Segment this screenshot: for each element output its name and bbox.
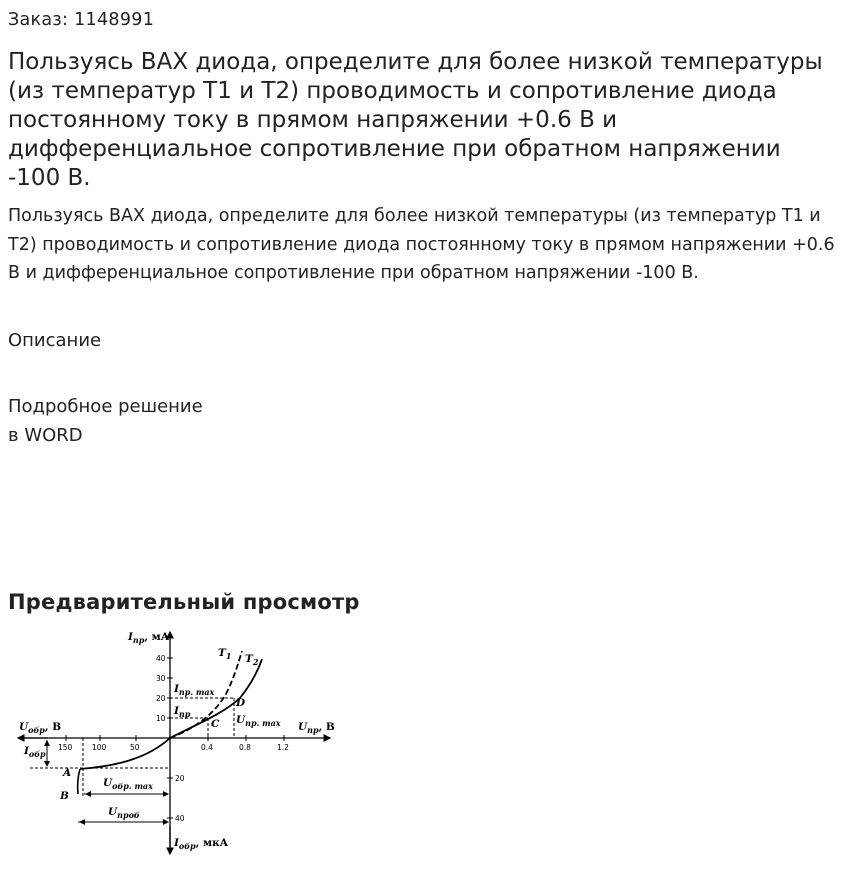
label-point-d: D [236,697,246,709]
label-i-pr: $I_{пр}$ [174,705,191,719]
label-point-a: A [63,767,72,779]
tick-x-50: 50 [130,743,140,752]
tick-y-20: 20 [156,694,166,703]
label-point-b: B [60,790,69,802]
label-u-obr-max: $U_{обр. max}$ [103,777,153,791]
tick-x-0.8: 0.8 [239,743,251,752]
solution-info [8,392,203,450]
tick-y-neg-40: 40 [175,814,185,823]
tick-x-1.2: 1.2 [277,743,289,752]
label-t1: $T_1$ [218,647,232,661]
diode-iv-characteristic-figure [8,626,348,856]
label-i-pr-axis: $I_{пр}$, мА [128,631,170,645]
label-u-pr-axis: $U_{пр}$, В [298,721,335,735]
label-i-obr: $I_{обр}$ [24,745,46,759]
preview-heading: Предварительный просмотр [8,590,360,614]
label-i-pr-max: $I_{пр. max}$ [174,683,215,697]
task-title: Пользуясь ВАХ диода, определите для более низкой температуры (из температур Т1 и Т2) проводимость и сопротивление диода постоянному току в прямом напряжении +0.6 В и дифференциальное сопротивление при обратном напряжении -100 В. [8,49,823,191]
label-point-c: C [211,718,220,730]
solution-line-2: в WORD [8,425,83,446]
tick-y-10: 10 [156,714,166,723]
label-u-obr-axis: $U_{обр}$, В [19,721,62,735]
label-i-obr-axis: $I_{обр}$, мкА [174,837,229,851]
label-u-prob: $U_{проб}$ [108,806,140,820]
tick-y-neg-20: 20 [175,774,185,783]
tick-y-40: 40 [156,654,166,663]
description-section-label: Описание [8,330,102,351]
tick-x-150: 150 [58,743,73,752]
tick-y-30: 30 [156,674,166,683]
diode-iv-graph [8,626,348,856]
tick-x-0.4: 0.4 [201,743,213,752]
order-number: Заказ: 1148991 [8,10,155,30]
tick-x-100: 100 [92,743,107,752]
label-t2: $T_2$ [245,653,259,667]
breakdown-segment [78,769,80,794]
task-description: Пользуясь ВАХ диода, определите для более низкой температуры (из температур Т1 и Т2) проводимость и сопротивление диода постоянному току в прямом напряжении +0.6 В и дифференциальное сопротивление при обратном напряжении -100 В. [8,206,835,284]
label-u-pr-max: $U_{пр. max}$ [236,714,281,728]
solution-line-1: Подробное решение [8,396,203,417]
